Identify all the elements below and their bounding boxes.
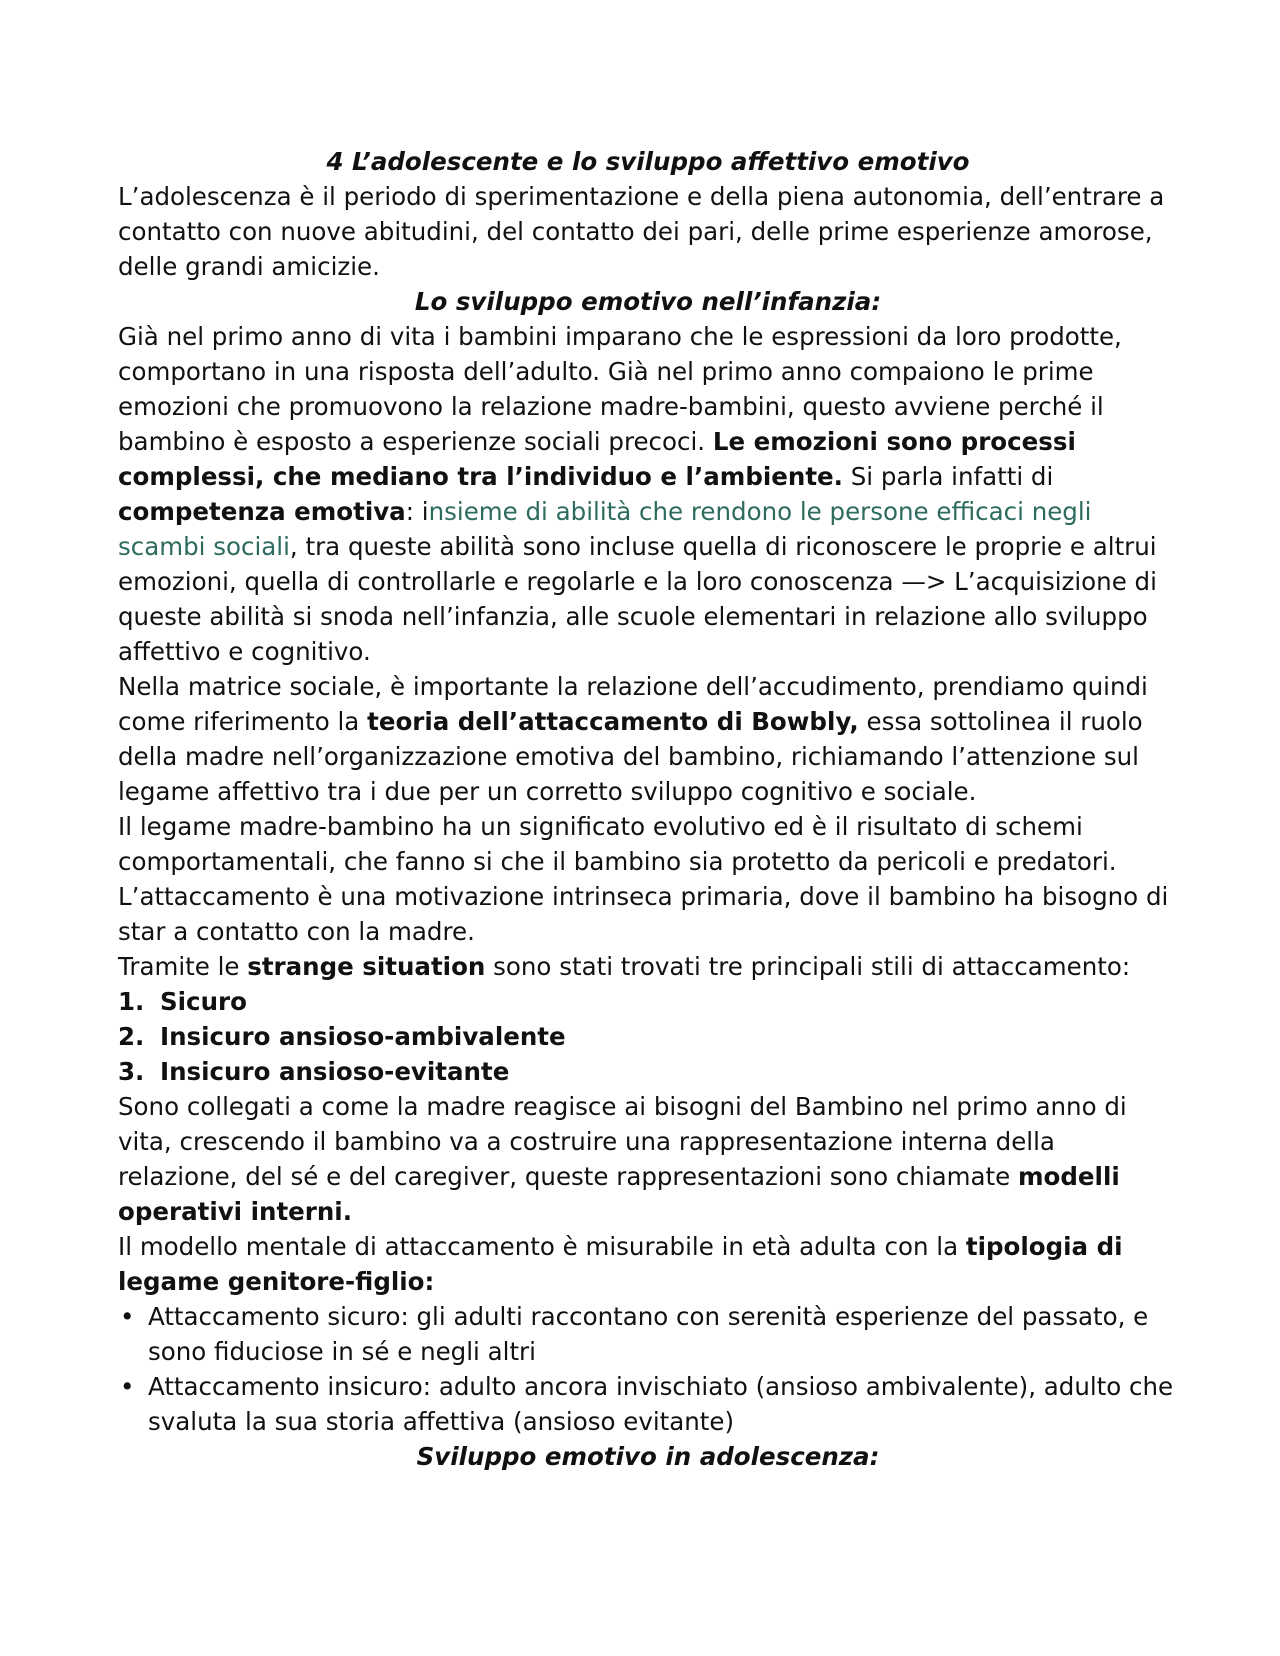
section-title-infancy: Lo sviluppo emotivo nell’infanzia: bbox=[414, 287, 882, 316]
list-item: 1. Sicuro bbox=[118, 987, 247, 1016]
document-page bbox=[118, 144, 1178, 1474]
bold-attachment-theory: teoria dell’attaccamento di Bowbly, bbox=[367, 707, 859, 736]
list-item: 2. Insicuro ansioso-ambivalente bbox=[118, 1022, 566, 1051]
paragraph-mother-child-bond: Il legame madre-bambino ha un significato evolutivo ed è il risultato di schemi comportamentali, che fanno si che il bambino sia protetto da pericoli e predatori. L’attaccamento è una motivazione intrinseca primaria, dove il bambino ha bisogno di star a contatto con la madre. bbox=[118, 812, 1169, 946]
attachment-styles-list bbox=[118, 984, 1178, 1089]
paragraph-adult-attachment: Il modello mentale di attaccamento è misurabile in età adulta con la tipologia di legame genitore-figlio: bbox=[118, 1232, 1123, 1296]
bullet-icon: • bbox=[120, 1302, 135, 1331]
bold-emotions-definition: Le emozioni sono processi complessi, che mediano tra l’individuo e l’ambiente. bbox=[118, 427, 1076, 491]
paragraph-internal-models: Sono collegati a come la madre reagisce ai bisogni del Bambino nel primo anno di vita, crescendo il bambino va a costruire una rappresentazione interna della relazione, del sé e del caregiver, queste rappresentazioni sono chiamate modelli operativi interni. bbox=[118, 1092, 1127, 1226]
bold-bond-type: tipologia di legame genitore-figlio: bbox=[118, 1232, 1123, 1296]
bold-internal-working-models: modelli operativi interni. bbox=[118, 1162, 1120, 1226]
paragraph-strange-situation: Tramite le strange situation sono stati trovati tre principali stili di attaccamento: bbox=[118, 952, 1131, 981]
paragraph-emotions: Già nel primo anno di vita i bambini imparano che le espressioni da loro prodotte, comportano in una risposta dell’adulto. Già nel primo anno compaiono le prime emozioni che promuovono la relazione madre-bambini, questo avviene perché il bambino è esposto a esperienze sociali precoci. Le emozioni sono processi complessi, che mediano tra l’individuo e l’ambiente. Si parla infatti di competenza emotiva: insieme di abilità che rendono le persone efficaci negli scambi sociali, tra queste abilità sono incluse quella di riconoscere le proprie e altrui emozioni, quella di controllarle e regolarle e la loro conoscenza —> L’acquisizione di queste abilità si snoda nell’infanzia, alle scuole elementari in relazione allo sviluppo affettivo e cognitivo. bbox=[118, 322, 1157, 666]
bold-strange-situation: strange situation bbox=[247, 952, 486, 981]
bold-emotional-competence: competenza emotiva bbox=[118, 497, 406, 526]
list-item: • Attaccamento sicuro: gli adulti raccontano con serenità esperienze del passato, e sono fiduciose in sé e negli altri bbox=[118, 1299, 1178, 1369]
highlighted-definition: nsieme di abilità che rendono le persone efficaci negli scambi sociali bbox=[118, 497, 1092, 561]
list-item: • Attaccamento insicuro: adulto ancora invischiato (ansioso ambivalente), adulto che svaluta la sua storia affettiva (ansioso evitante) bbox=[118, 1369, 1178, 1439]
intro-paragraph: L’adolescenza è il periodo di sperimentazione e della piena autonomia, dell’entrare a contatto con nuove abitudini, del contatto dei pari, delle prime esperienze amorose, delle grandi amicizie. bbox=[118, 182, 1165, 281]
adult-attachment-list bbox=[118, 1299, 1178, 1439]
section-title-adolescence: Sviluppo emotivo in adolescenza: bbox=[416, 1442, 880, 1471]
bullet-icon: • bbox=[120, 1372, 135, 1401]
list-item: 3. Insicuro ansioso-evitante bbox=[118, 1057, 510, 1086]
chapter-title: 4 L’adolescente e lo sviluppo affettivo emotivo bbox=[326, 147, 970, 176]
paragraph-bowlby: Nella matrice sociale, è importante la relazione dell’accudimento, prendiamo quindi come riferimento la teoria dell’attaccamento di Bowbly, essa sottolinea il ruolo della madre nell’organizzazione emotiva del bambino, richiamando l’attenzione sul legame affettivo tra i due per un corretto sviluppo cognitivo e sociale. bbox=[118, 672, 1148, 806]
